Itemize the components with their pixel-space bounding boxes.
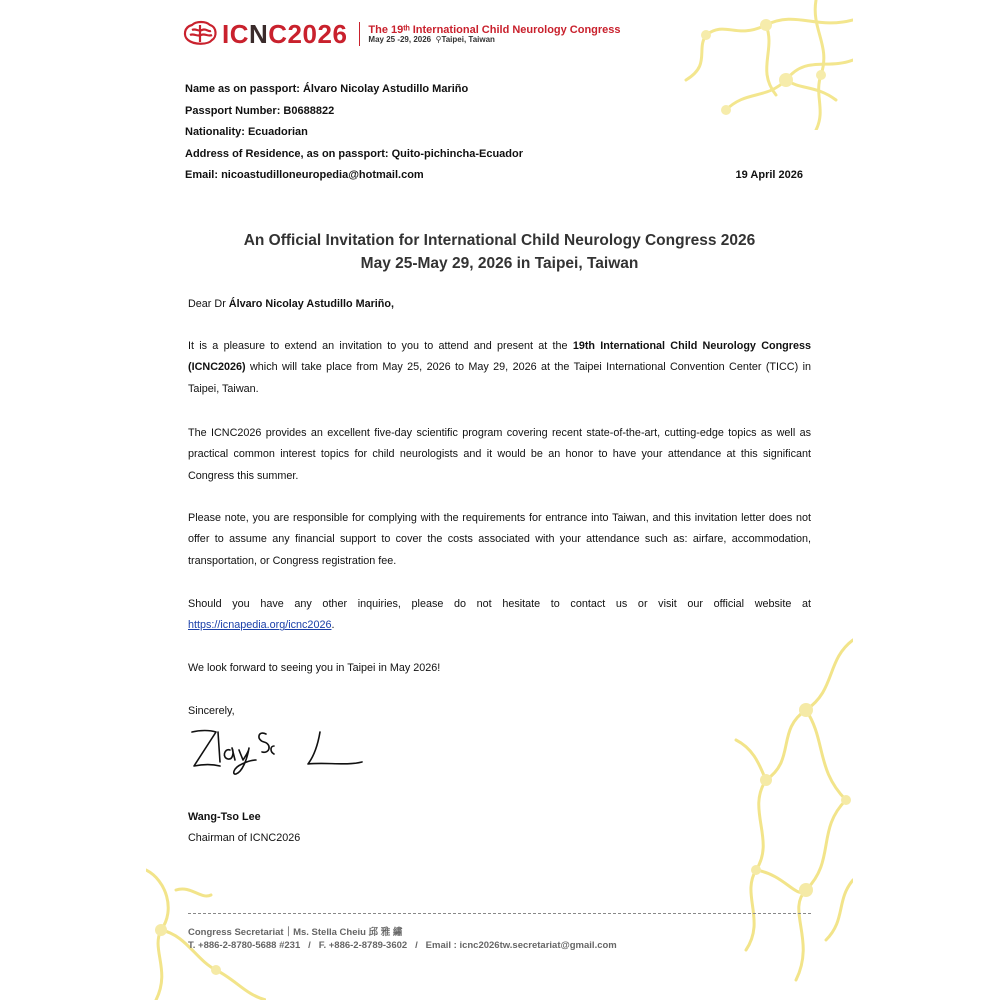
title-line-1: An Official Invitation for International Child Neurology Congress 2026	[243, 232, 756, 249]
neuron-decoration-top-right	[616, 0, 853, 130]
signer-role: Chairman of ICNC2026	[188, 832, 301, 844]
salutation: Dear Dr Álvaro Nicolay Astudillo Mariño,	[188, 298, 394, 310]
footer-secretariat: Congress Secretariat｜Ms. Stella Cheiu 邱 雅 繡	[188, 927, 403, 938]
congress-info	[368, 24, 620, 45]
neuron-decoration-bottom-left	[146, 840, 266, 1000]
nationality-field: Nationality: Ecuadorian	[185, 126, 308, 138]
closing-sincerely: Sincerely,	[188, 705, 235, 717]
address-field: Address of Residence, as on passport: Quito-pichincha-Ecuador	[185, 148, 524, 160]
footer-divider	[188, 913, 811, 914]
congress-name: The 19ᵗʰ International Child Neurology Congress	[368, 23, 621, 36]
header-divider	[359, 22, 360, 46]
handwritten-signature	[186, 724, 376, 779]
title-line-2: May 25-May 29, 2026 in Taipei, Taiwan	[360, 255, 639, 272]
letterhead	[182, 18, 621, 50]
letter-title	[146, 229, 853, 275]
invitation-letter	[146, 0, 853, 1000]
paragraph-inquiries: Should you have any other inquiries, please do not hesitate to contact us or visit our official website at https://icnapedia.org/icnc2026.	[188, 598, 811, 632]
footer-contact: T. +886-2-8780-5688 #231 / F. +886-2-8789-3602 / Email : icnc2026tw.secretariat@gmail.com	[188, 940, 617, 951]
passport-name-field: Name as on passport: Álvaro Nicolay Astudillo Mariño	[185, 83, 469, 95]
location-pin-icon: ⚲	[435, 34, 442, 44]
email-field: Email: nicoastudilloneuropedia@hotmail.com	[185, 169, 424, 181]
letter-date: 19 April 2026	[735, 169, 803, 181]
congress-dates-location: May 25 -29, 2026 ⚲Taipei, Taiwan	[368, 34, 495, 44]
brain-logo-icon	[182, 20, 218, 48]
icnc-logo-text: ICNC2026	[222, 18, 348, 49]
signer-name: Wang-Tso Lee	[188, 811, 261, 823]
website-link[interactable]: https://icnapedia.org/icnc2026	[188, 619, 332, 632]
paragraph-responsibility: Please note, you are responsible for complying with the requirements for entrance into Taiwan, and this invitation letter does not offer to assume any financial support to cover the costs associated with your attendance such as: airfare, accommodation, transportation, or Congress registration fee.	[188, 512, 811, 567]
paragraph-closing: We look forward to seeing you in Taipei in May 2026!	[188, 662, 441, 674]
paragraph-program: The ICNC2026 provides an excellent five-day scientific program covering recent state-of-the-art, cutting-edge topics as well as practical common interest topics for child neurologists and it would be an honor to have your attendance at this significant Congress this summer.	[188, 427, 811, 482]
passport-number-field: Passport Number: B0688822	[185, 105, 335, 117]
paragraph-invitation: It is a pleasure to extend an invitation to you to attend and present at the 19th International Child Neurology Congress (ICNC2026) which will take place from May 25, 2026 to May 29, 2026 at the Taipei International Convention Center (TICC) in Taipei, Taiwan.	[188, 340, 811, 395]
